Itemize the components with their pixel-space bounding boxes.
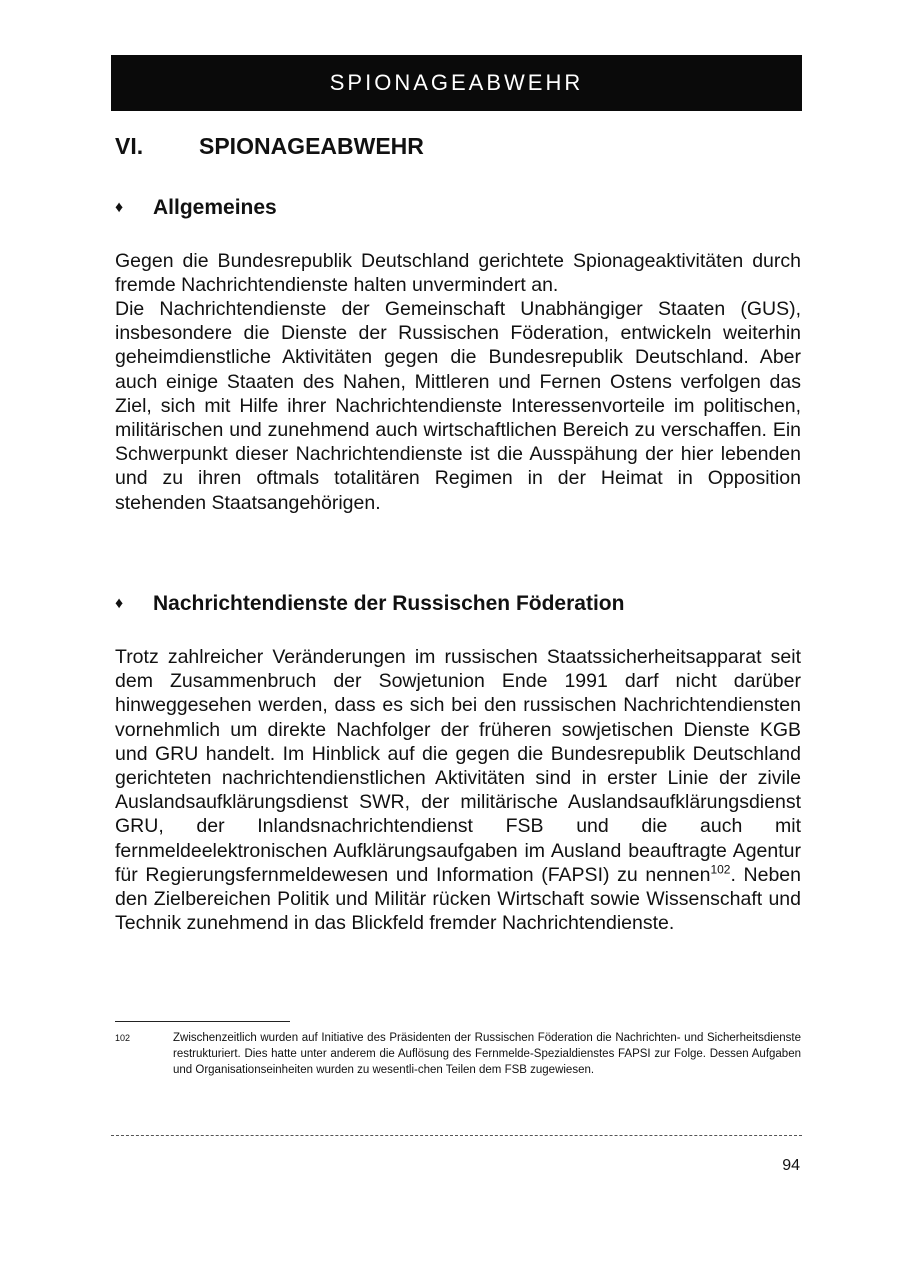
body-text-part: Trotz zahlreicher Veränderungen im russischen Staatssicherheitsapparat seit dem Zusammenbruch der Sowjetunion Ende 1991 darf nicht darüber hinweggesehen werden, dass es sich bei den russischen Nachrichtendiensten vornehmlich um direkte Nachfolger der früheren sowjetischen Dienste KGB und GRU handelt. Im Hinblick auf die gegen die Bundesrepublik Deutschland gerichteten nachrichtendienstlichen Aktivitäten sind in erster Linie der zivile Auslandsaufklärungsdienst SWR, der militärische Auslandsaufklärungsdienst GRU, der Inlandsnachrichtendienst FSB und die auch mit fernmeldeelektronischen Aufklärungsaufgaben im Ausland beauftragte Agentur für Regierungsfernmeldewesen und Information (FAPSI) zu nennen <box>115 646 801 886</box>
section-heading-label: Allgemeines <box>153 196 277 219</box>
section-heading-label: Nachrichtendienste der Russischen Föderation <box>153 592 625 615</box>
running-header-title: SPIONAGEABWEHR <box>329 70 584 95</box>
section-heading-allgemeines <box>115 196 277 220</box>
footnote-reference: 102 <box>710 862 731 877</box>
footnote-text: Zwischenzeitlich wurden auf Initiative des Präsidenten der Russischen Föderation die Nachrichten- und Sicherheitsdienste restrukturiert. Dies hatte unter anderem die Auflösung des Fernmelde-Spezialdienstes FAPSI zur Folge. Dessen Aufgaben und Organisationseinheiten wurden zu wesentli-chen Teilen dem FSB zugewiesen. <box>173 1032 801 1076</box>
footnote-separator <box>115 1021 290 1022</box>
footnote-number: 102 <box>115 1033 131 1043</box>
footer-divider <box>111 1135 802 1136</box>
footnote <box>115 1030 801 1078</box>
chapter-number: VI. <box>115 133 144 159</box>
chapter-heading <box>115 133 424 160</box>
body-paragraph: Die Nachrichtendienste der Gemeinschaft Unabhängiger Staaten (GUS), insbesondere die Dienste der Russischen Föderation, entwickeln weiterhin geheimdienstliche Aktivitäten gegen die Bundesrepublik Deutschland. Aber auch einige Staaten des Nahen, Mittleren und Fernen Ostens verfolgen das Ziel, sich mit Hilfe ihrer Nachrichtendienste Interessenvorteile im politischen, militärischen und zunehmend auch wirtschaftlichen Bereich zu verschaffen. Ein Schwerpunkt dieser Nachrichtendienste ist die Ausspähung der hier lebenden und zu ihren oftmals totalitären Regimen in der Heimat in Opposition stehenden Staatsangehörigen. <box>115 298 801 514</box>
diamond-bullet-icon: ♦ <box>115 199 124 216</box>
diamond-bullet-icon: ♦ <box>115 595 124 612</box>
page-number: 94 <box>782 1157 800 1174</box>
body-text-part: . Neben den Zielbereichen Politik und Militär rücken Wirtschaft sowie Wissenschaft und Technik zunehmend in das Blickfeld fremder Nachrichtendienste. <box>115 863 801 935</box>
body-paragraph: Gegen die Bundesrepublik Deutschland gerichtete Spionageaktivitäten durch fremde Nachrichtendienste halten unvermindert an. <box>115 250 801 297</box>
running-header <box>111 55 802 111</box>
chapter-title: SPIONAGEABWEHR <box>199 133 424 159</box>
section-heading-russische-foederation <box>115 592 624 616</box>
body-paragraph <box>115 645 801 935</box>
